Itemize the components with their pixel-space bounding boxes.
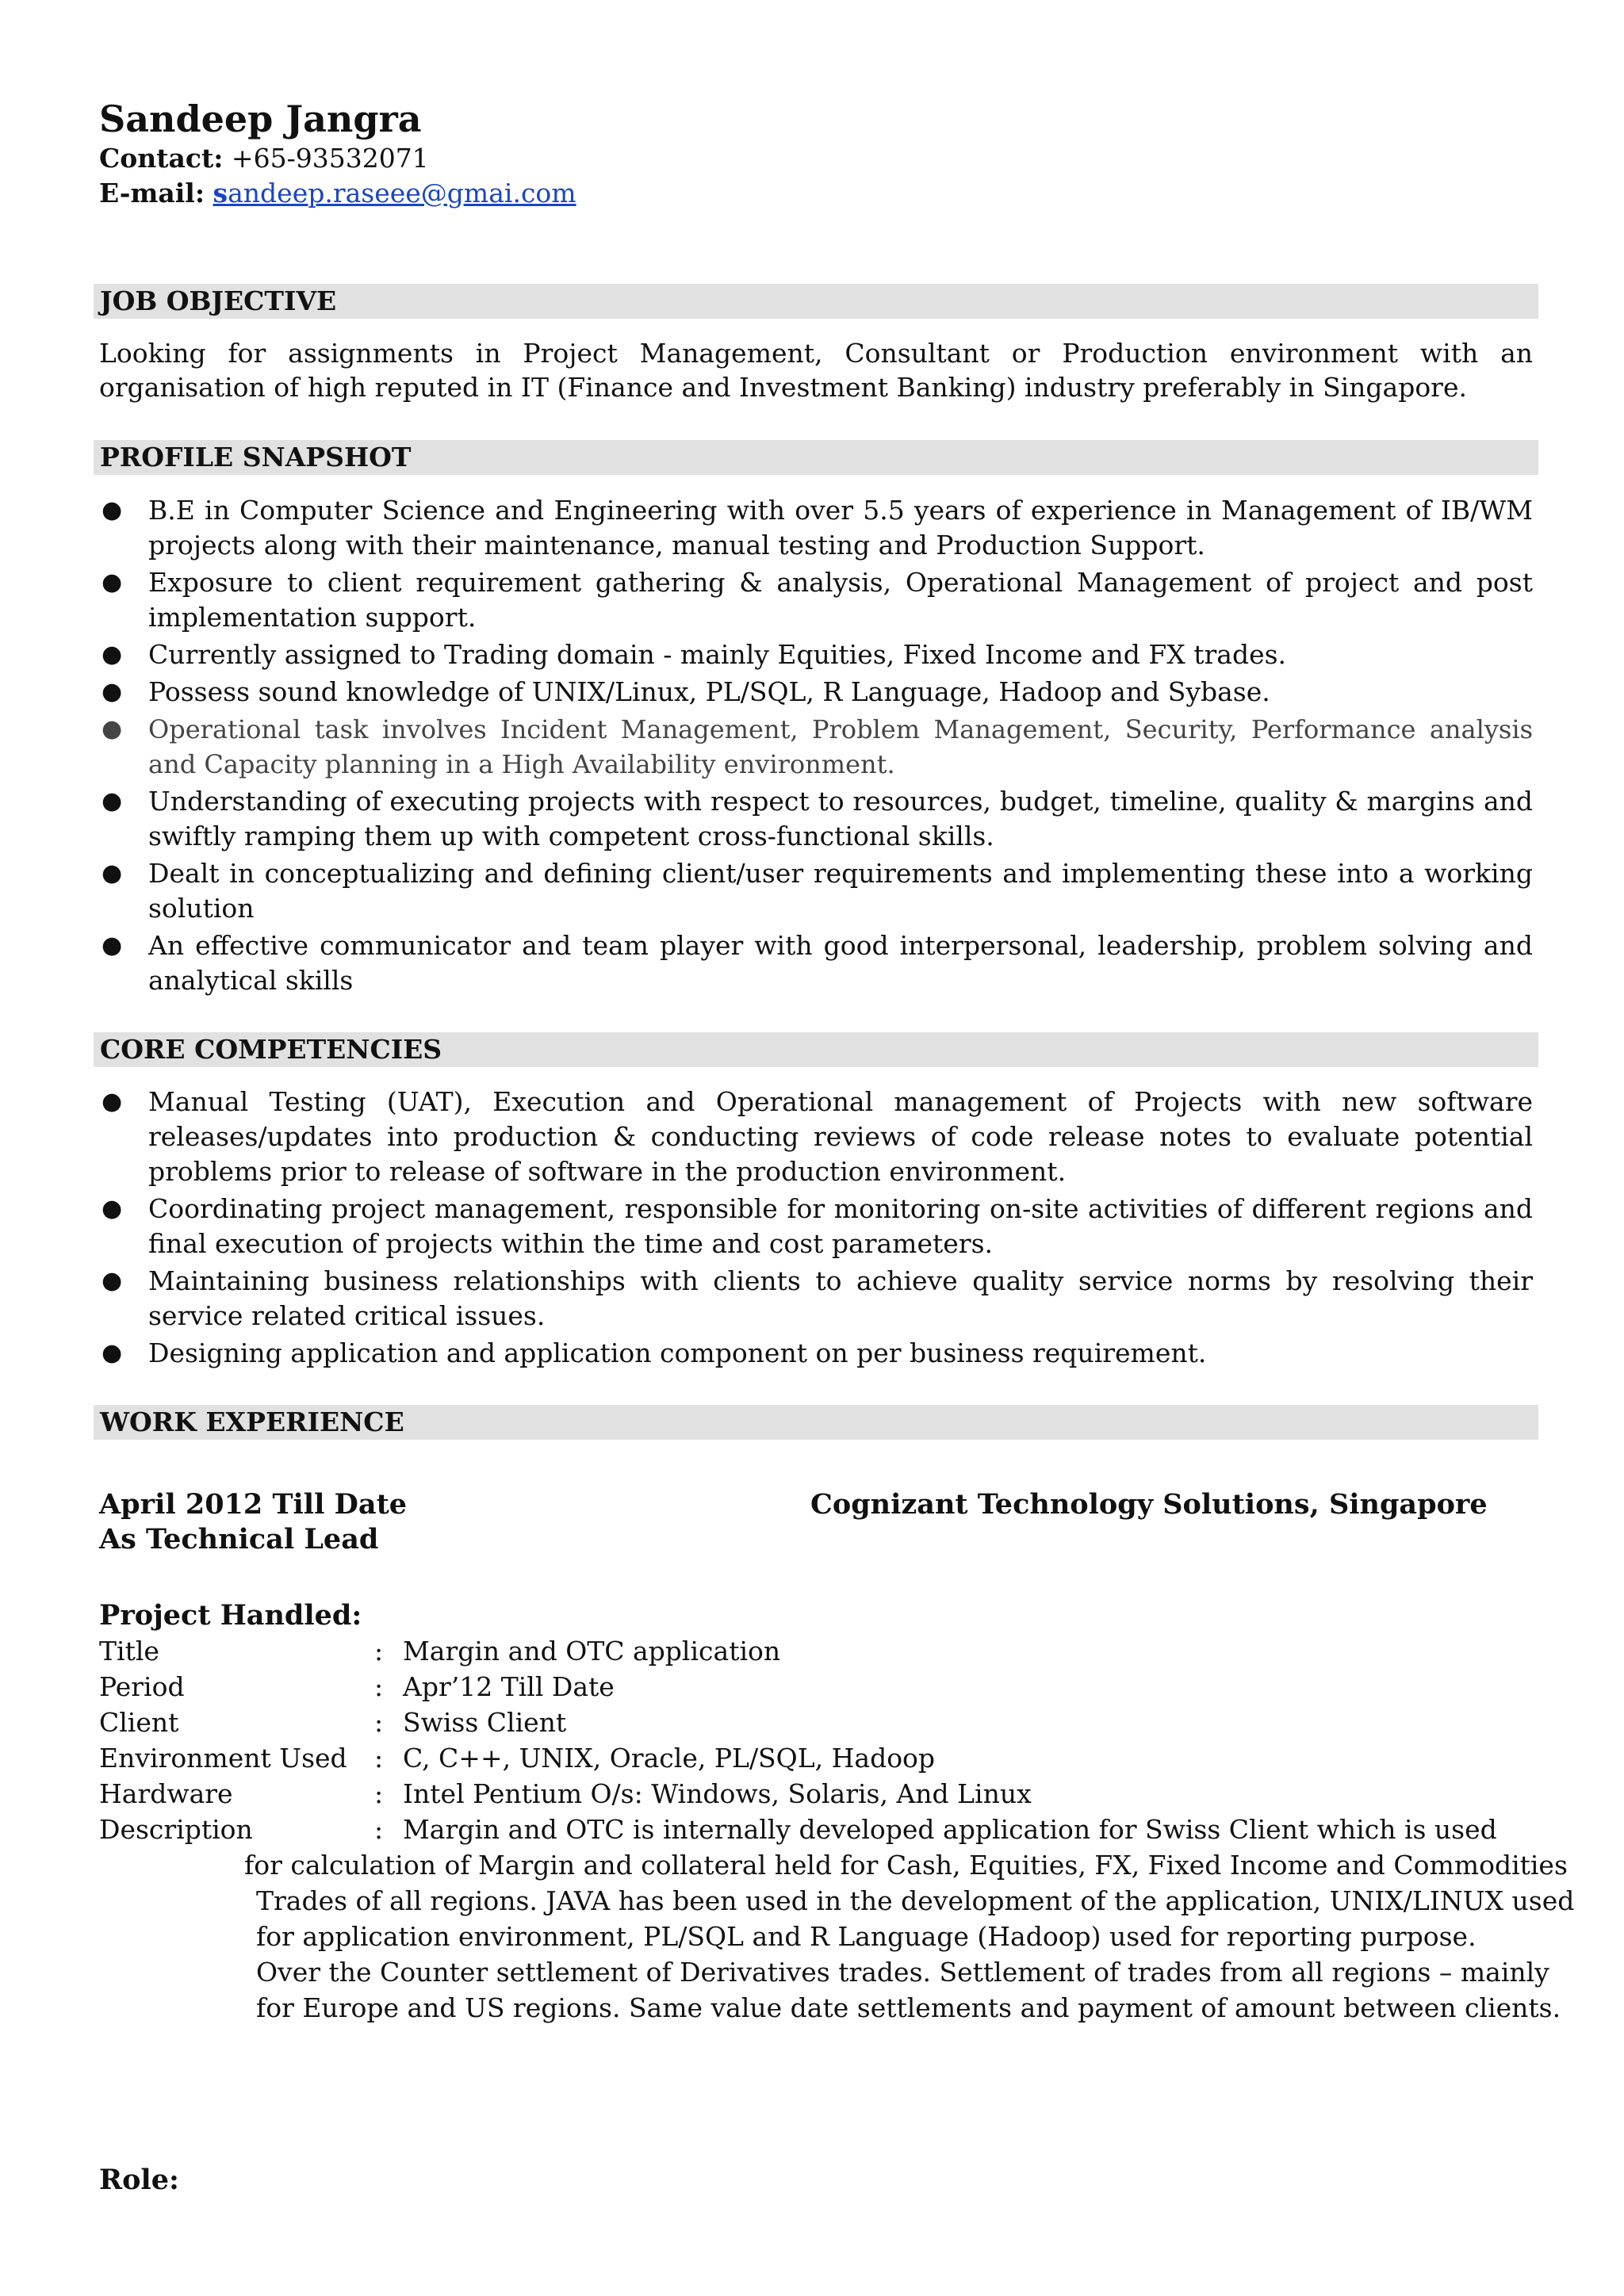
bullet-icon: ● [102, 932, 123, 959]
bullet-icon: ● [102, 641, 123, 668]
role-heading: Role: [99, 2164, 179, 2196]
email-rest: andeep.raseee@gmai.com [228, 178, 576, 209]
bullet-icon: ● [102, 859, 123, 887]
list-item: ● Maintaining business relationships with clients to achieve quality service norms by resolving their service related critical issues. [102, 1265, 1533, 1331]
list-item: ● Understanding of executing projects with respect to resources, budget, timeline, quality & margins and swiftly ramping them up with competent cross-functional skills. [102, 786, 1533, 851]
bullet-icon: ● [102, 787, 123, 815]
list-item: ● Coordinating project management, responsible for monitoring on-site activities of different regions and final execution of projects within the time and cost parameters. [102, 1193, 1533, 1259]
candidate-name: Sandeep Jangra [99, 98, 422, 140]
section-heading-profile-snapshot: PROFILE SNAPSHOT [94, 440, 1538, 475]
core-competencies-list [99, 1085, 1533, 1373]
project-handled-heading: Project Handled: [99, 1599, 362, 1632]
bullet-icon: ● [102, 1339, 123, 1367]
email-first-letter: s [213, 178, 228, 209]
list-item: ● Dealt in conceptualizing and defining client/user requirements and implementing these into a working solution [102, 858, 1533, 924]
job-position: As Technical Lead [99, 1523, 379, 1556]
bullet-icon: ● [102, 1267, 123, 1295]
list-item: ● Exposure to client requirement gathering & analysis, Operational Management of project and post implementation support. [102, 567, 1533, 633]
section-heading-core-competencies: CORE COMPETENCIES [94, 1032, 1538, 1067]
job-company: Cognizant Technology Solutions, Singapore [810, 1488, 1488, 1521]
email-link[interactable] [213, 178, 576, 209]
resume-header [99, 97, 576, 211]
list-item: ● B.E in Computer Science and Engineering with over 5.5 years of experience in Management of IB/WM projects along with their maintenance, manual testing and Production Support. [102, 495, 1533, 561]
description-line: for Europe and US regions. Same value date settlements and payment of amount between clients. [256, 1992, 1561, 2023]
section-heading-job-objective: JOB OBJECTIVE [94, 284, 1538, 319]
description-line: Over the Counter settlement of Derivatives trades. Settlement of trades from all regions – mainly [256, 1957, 1549, 1988]
list-item: ● Operational task involves Incident Management, Problem Management, Security, Performance analysis and Capacity planning in a High Availability environment. [99, 712, 1533, 782]
contact-label: Contact: [99, 143, 224, 174]
bullet-icon: ● [102, 496, 123, 524]
bullet-icon: ● [102, 1088, 123, 1115]
section-heading-work-experience: WORK EXPERIENCE [94, 1405, 1538, 1440]
email-label: E-mail: [99, 178, 205, 209]
list-item: ● Manual Testing (UAT), Execution and Operational management of Projects with new software releases/updates into production & conducting reviews of code release notes to evaluate potential problems prior to release of software in the production environment. [102, 1086, 1533, 1187]
list-item: ● Possess sound knowledge of UNIX/Linux, PL/SQL, R Language, Hadoop and Sybase. [99, 675, 1533, 710]
job-period: April 2012 Till Date [99, 1488, 408, 1521]
contact-line [99, 141, 576, 176]
bullet-icon: ● [102, 568, 123, 596]
description-line: Trades of all regions. JAVA has been used in the development of the application, UNIX/LINUX used [256, 1885, 1575, 1916]
contact-value: +65-93532071 [231, 143, 429, 174]
list-item: ● Designing application and application component on per business requirement. [99, 1336, 1533, 1371]
job-objective-text: Looking for assignments in Project Management, Consultant or Production environment with an organisation of high reputed in IT (Finance and Investment Banking) industry preferably in Singapore. [99, 338, 1533, 403]
bullet-icon: ● [102, 678, 123, 706]
bullet-icon: ● [102, 715, 123, 743]
list-item: ● Currently assigned to Trading domain - mainly Equities, Fixed Income and FX trades. [99, 637, 1533, 672]
bullet-icon: ● [102, 1195, 123, 1223]
profile-snapshot-list [99, 493, 1533, 1001]
list-item: ● An effective communicator and team player with good interpersonal, leadership, problem solving and analytical skills [102, 930, 1533, 996]
email-line [99, 176, 576, 211]
description-line: for application environment, PL/SQL and R Language (Hadoop) used for reporting purpose. [256, 1921, 1477, 1952]
description-line: for calculation of Margin and collateral held for Cash, Equities, FX, Fixed Income and Commodities [244, 1850, 1568, 1881]
resume-page: Sandeep Jangra Contact: +65-93532071 E-mail: sandeep.raseee@gmai.com JOB OBJECTIVE Looking for assignments in Project Management, Consultant or Production environment with an organisation of high reputed in IT (Finance and Investment Banking) industry preferably in Singapore. PROFILE SNAPSHOT ● B.E in Computer Science and Engineering with over 5.5 years of experience in Management of IB/WM projects along with their maintenance, manual testing and Production Support. ● Exposure to client requirement gathering & analysis, Operational Management of project and post implementation support. ● Currently assigned to Trading domain - mainly Equities, Fixed Income and FX trades. ● Possess sound knowledge of UNIX/Linux, PL/SQL, R Language, Hadoop and Sybase. ● Operational task involves Incident Management, Problem Management, Security, Performance analysis and Capacity planning in a High Availability environment. ● Understanding of executing projects with respect to resources, budget, timeline, quality & margins and swiftly ramping them up with competent cross-functional skills. ● Dealt in conceptualizing and defining client/user requirements and implementing these into a working solution ● An effective communicator and team player with good interpersonal, leadership, problem solving and analytical skills CORE COMPETENCIES ● Manual Testing (UAT), Execution and Operational management of Projects with new software releases/updates into production & conducting reviews of code release notes to evaluate potential problems prior to release of software in the production environment. ● Coordinating project management, responsible for monitoring on-site activities of different regions and final execution of projects within the time and cost parameters. ● Maintaining business relationships with clients to achieve quality service norms by resolving their service related critical issues. ● Designing application and application component on per business requirement. WORK EXPERIENCE April 2012 Till Date Cognizant Technology Solutions, Singapore As Technical Lead Project Handled: Title : Margin and OTC application Period : Apr’12 Till Date Client : Swiss Client Environment Used : C, C++, UNIX, Oracle, PL/SQL, Hadoop Hardware : Intel Pentium O/s: Windows, Solaris, And Linux Description : Margin and OTC is internally developed application for Swiss Client which is used for calculation of Margin and collateral held for Cash, Equities, FX, Fixed Income and Commodities Trades of all regions. JAVA has been used in the development of the application, UNIX/LINUX used for application environment, PL/SQL and R Language (Hadoop) used for reporting purpose. Over the Counter settlement of Derivatives trades. Settlement of trades from all regions – mainly for Europe and US regions. Same value date settlements and payment of amount between clients. Role: [0, 0, 1624, 2296]
